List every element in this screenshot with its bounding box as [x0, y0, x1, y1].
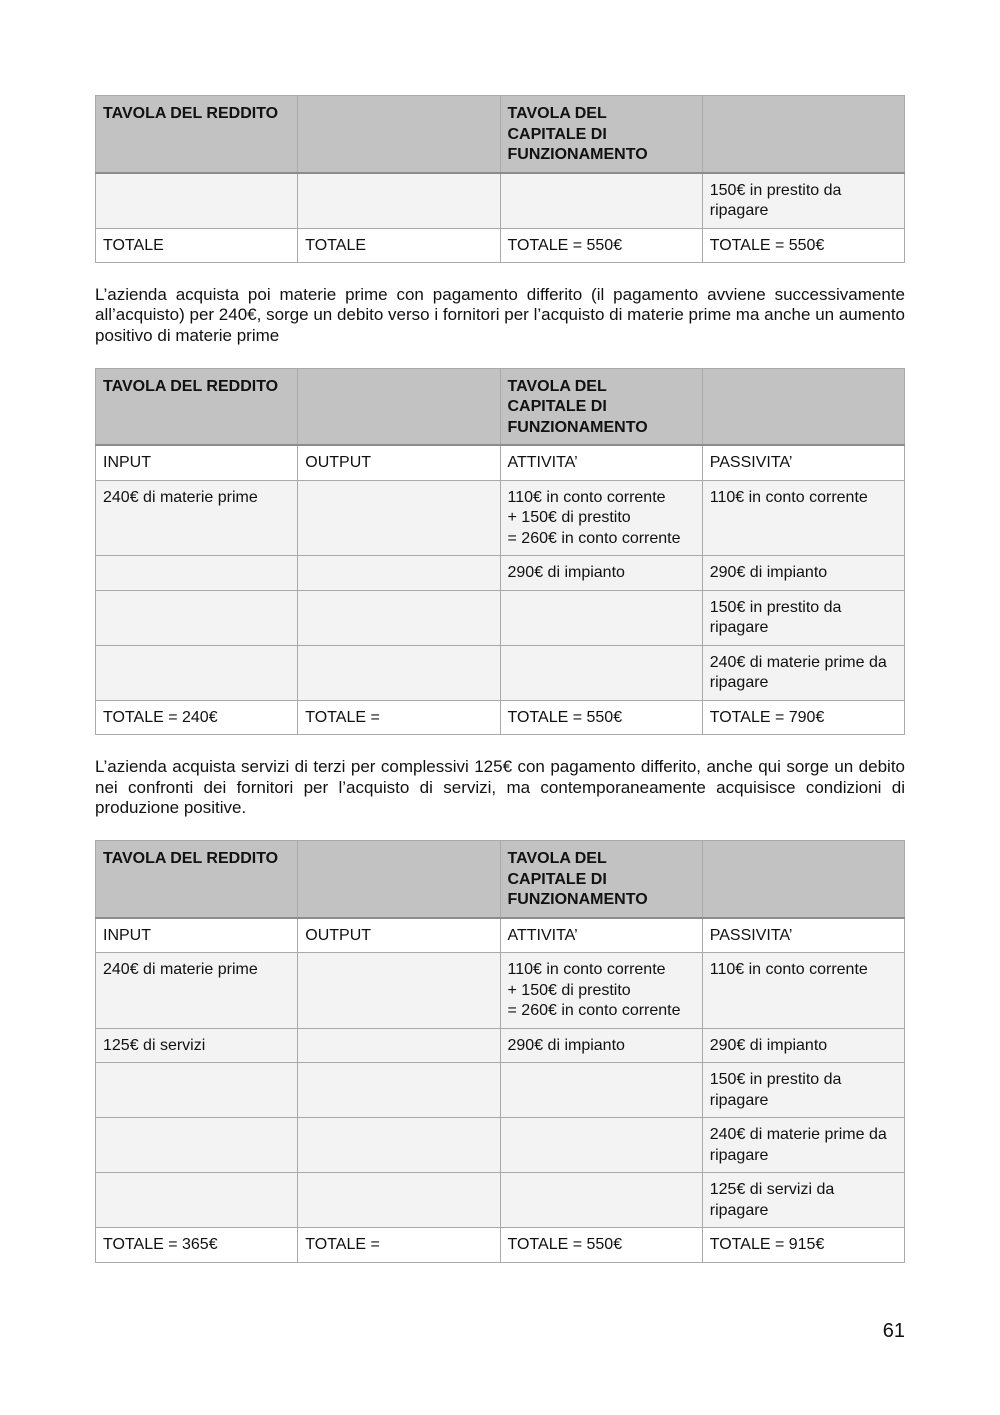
table-header-cell	[298, 841, 500, 918]
table-header-cell	[500, 368, 702, 445]
table-cell	[96, 1173, 298, 1228]
table-cell	[298, 173, 500, 229]
cell-text-line: ripagare	[709, 674, 769, 692]
cell-text-line: INPUT	[103, 926, 151, 944]
cell-text-line: ripagare	[709, 1201, 769, 1219]
cell-text-line: TAVOLA DEL	[507, 377, 607, 395]
table-row	[96, 1118, 905, 1173]
table-cell	[96, 918, 298, 953]
table-cell	[500, 228, 702, 263]
cell-text-line: ripagare	[709, 202, 769, 219]
accounting-table	[95, 95, 905, 263]
table-cell	[500, 1173, 702, 1228]
cell-text-line: PASSIVITA’	[709, 454, 793, 472]
cell-text-line: 150€ in prestito da	[709, 1071, 842, 1089]
cell-text-line: OUTPUT	[305, 926, 372, 944]
table-cell	[500, 590, 702, 645]
table-header-row	[96, 841, 905, 918]
table-row	[96, 953, 905, 1029]
cell-text-line: 240€ di materie prime da	[709, 653, 887, 671]
table-slot	[95, 368, 905, 736]
cell-text-line: 125€ di servizi	[103, 1036, 206, 1054]
table-cell	[298, 918, 500, 953]
table-cell	[702, 445, 904, 480]
cell-text-line: 240€ di materie prime	[103, 488, 258, 506]
table-header-cell	[500, 841, 702, 918]
paragraph-materie-prime: L’azienda acquista poi materie prime con pagamento differito (il pagamento avviene successivamente all’acquisto) per 240€, sorge un debito verso i fornitori per l’acquisto di materie prime ma anche un aumento positivo di materie prime	[95, 285, 905, 345]
page-number: 61	[882, 1320, 905, 1342]
table-cell	[298, 1228, 500, 1263]
table-header-cell	[96, 96, 298, 173]
cell-text-line: 125€ di servizi da	[709, 1181, 835, 1199]
table-cell	[298, 1028, 500, 1063]
cell-text-line: TAVOLA DEL	[507, 850, 607, 868]
cell-text-line: TOTALE	[103, 236, 164, 254]
accounting-table	[95, 840, 905, 1263]
table-cell	[500, 918, 702, 953]
cell-text-line: 110€ in conto corrente	[709, 488, 868, 506]
table-cell	[500, 1063, 702, 1118]
table-row	[96, 480, 905, 556]
cell-text-line: TOTALE = 915€	[709, 1236, 825, 1254]
table-cell	[702, 645, 904, 700]
cell-text-line: FUNZIONAMENTO	[507, 891, 648, 909]
table-cell	[298, 1063, 500, 1118]
accounting-table	[95, 368, 905, 736]
table-header-cell	[298, 368, 500, 445]
table-cell	[702, 700, 904, 735]
table-cell	[702, 1228, 904, 1263]
table-header-cell	[96, 368, 298, 445]
table-cell	[500, 645, 702, 700]
table-header-row	[96, 96, 905, 173]
table-cell	[96, 1118, 298, 1173]
cell-text-line: PASSIVITA’	[709, 926, 793, 944]
cell-text-line: 150€ in prestito da	[709, 598, 842, 616]
cell-text-line: TOTALE = 365€	[103, 1236, 218, 1254]
table-row	[96, 445, 905, 480]
cell-text-line: ripagare	[709, 619, 769, 637]
table-row	[96, 556, 905, 591]
table-cell	[500, 445, 702, 480]
table-cell	[500, 173, 702, 229]
cell-text-line: TOTALE =	[305, 708, 380, 726]
table-header-cell	[298, 96, 500, 173]
cell-text-line: 150€ in prestito da	[709, 181, 842, 199]
table-row	[96, 173, 905, 229]
table-cell	[702, 1063, 904, 1118]
table-cell	[298, 445, 500, 480]
cell-text-line: CAPITALE DI	[507, 125, 607, 143]
table-cell	[96, 173, 298, 229]
table-header-cell	[702, 841, 904, 918]
table-cell	[500, 953, 702, 1029]
table-cell	[96, 1028, 298, 1063]
table-cell	[702, 953, 904, 1029]
cell-text-line: TOTALE = 790€	[709, 708, 825, 726]
cell-text-line: FUNZIONAMENTO	[507, 146, 648, 163]
table-slot	[95, 95, 905, 263]
cell-text-line: TOTALE	[305, 236, 367, 254]
table-header-cell	[96, 841, 298, 918]
table-cell	[500, 1118, 702, 1173]
cell-text-line: 290€ di impianto	[507, 564, 625, 582]
cell-text-line: 110€ in conto corrente	[709, 961, 868, 979]
cell-text-line: ripagare	[709, 1146, 769, 1164]
table-row	[96, 1173, 905, 1228]
table-cell	[702, 590, 904, 645]
cell-text-line: TOTALE = 550€	[507, 236, 623, 254]
table-cell	[96, 1228, 298, 1263]
table-cell	[96, 953, 298, 1029]
table-header-cell	[500, 96, 702, 173]
cell-text-line: 290€ di impianto	[709, 564, 828, 582]
cell-text-line: ATTIVITA’	[507, 926, 578, 944]
cell-text-line: + 150€ di prestito	[507, 981, 631, 999]
document-page	[95, 95, 905, 1263]
table-total-row	[96, 700, 905, 735]
table-cell	[96, 700, 298, 735]
cell-text-line: OUTPUT	[305, 454, 372, 472]
table-cell	[96, 556, 298, 591]
cell-text-line: ripagare	[709, 1091, 769, 1109]
table-cell	[702, 1173, 904, 1228]
table-cell	[298, 480, 500, 556]
paragraph-servizi: L’azienda acquista servizi di terzi per complessivi 125€ con pagamento differito, anche qui sorge un debito nei confronti dei fornitori per l’acquisto di servizi, ma contemporaneamente acquisisce condizioni di produzione positive.	[95, 757, 905, 817]
table-row	[96, 1028, 905, 1063]
cell-text-line: + 150€ di prestito	[507, 509, 631, 527]
table-cell	[702, 556, 904, 591]
table-total-row	[96, 228, 905, 263]
table-cell	[298, 700, 500, 735]
cell-text-line: FUNZIONAMENTO	[507, 418, 648, 436]
table-header-row	[96, 368, 905, 445]
cell-text-line: TOTALE = 240€	[103, 708, 218, 726]
table-slot	[95, 840, 905, 1263]
table-cell	[702, 228, 904, 263]
cell-text-line: TAVOLA DEL REDDITO	[103, 377, 279, 395]
table-row	[96, 590, 905, 645]
table-cell	[298, 953, 500, 1029]
cell-text-line: TAVOLA DEL REDDITO	[103, 105, 279, 122]
table-cell	[702, 480, 904, 556]
table-row	[96, 1063, 905, 1118]
cell-text-line: TOTALE =	[305, 1236, 380, 1254]
table-total-row	[96, 1228, 905, 1263]
cell-text-line: 290€ di impianto	[709, 1036, 828, 1054]
table-cell	[702, 918, 904, 953]
table-cell	[298, 1173, 500, 1228]
table-cell	[298, 645, 500, 700]
table-cell	[500, 1228, 702, 1263]
cell-text-line: 110€ in conto corrente	[507, 488, 666, 506]
table-cell	[702, 173, 904, 229]
table-cell	[96, 645, 298, 700]
cell-text-line: = 260€ in conto corrente	[507, 529, 681, 547]
table-cell	[702, 1028, 904, 1063]
cell-text-line: TAVOLA DEL REDDITO	[103, 850, 279, 868]
table-header-cell	[702, 368, 904, 445]
cell-text-line: TOTALE = 550€	[507, 1236, 623, 1254]
cell-text-line: TAVOLA DEL	[507, 105, 607, 122]
table-cell	[298, 556, 500, 591]
table-row	[96, 645, 905, 700]
table-cell	[96, 590, 298, 645]
cell-text-line: 240€ di materie prime	[103, 961, 258, 979]
table-header-cell	[702, 96, 904, 173]
cell-text-line: 290€ di impianto	[507, 1036, 625, 1054]
table-cell	[298, 228, 500, 263]
table-cell	[500, 556, 702, 591]
table-cell	[96, 1063, 298, 1118]
cell-text-line: 110€ in conto corrente	[507, 961, 666, 979]
cell-text-line: = 260€ in conto corrente	[507, 1002, 681, 1020]
cell-text-line: CAPITALE DI	[507, 870, 607, 888]
table-cell	[96, 480, 298, 556]
cell-text-line: TOTALE = 550€	[709, 236, 825, 254]
cell-text-line: CAPITALE DI	[507, 398, 607, 416]
table-cell	[500, 480, 702, 556]
table-cell	[298, 590, 500, 645]
cell-text-line: INPUT	[103, 454, 151, 472]
table-row	[96, 918, 905, 953]
table-cell	[298, 1118, 500, 1173]
cell-text-line: TOTALE = 550€	[507, 708, 623, 726]
table-cell	[500, 1028, 702, 1063]
table-cell	[702, 1118, 904, 1173]
cell-text-line: ATTIVITA’	[507, 454, 578, 472]
table-cell	[96, 445, 298, 480]
table-cell	[500, 700, 702, 735]
cell-text-line: 240€ di materie prime da	[709, 1126, 887, 1144]
table-cell	[96, 228, 298, 263]
